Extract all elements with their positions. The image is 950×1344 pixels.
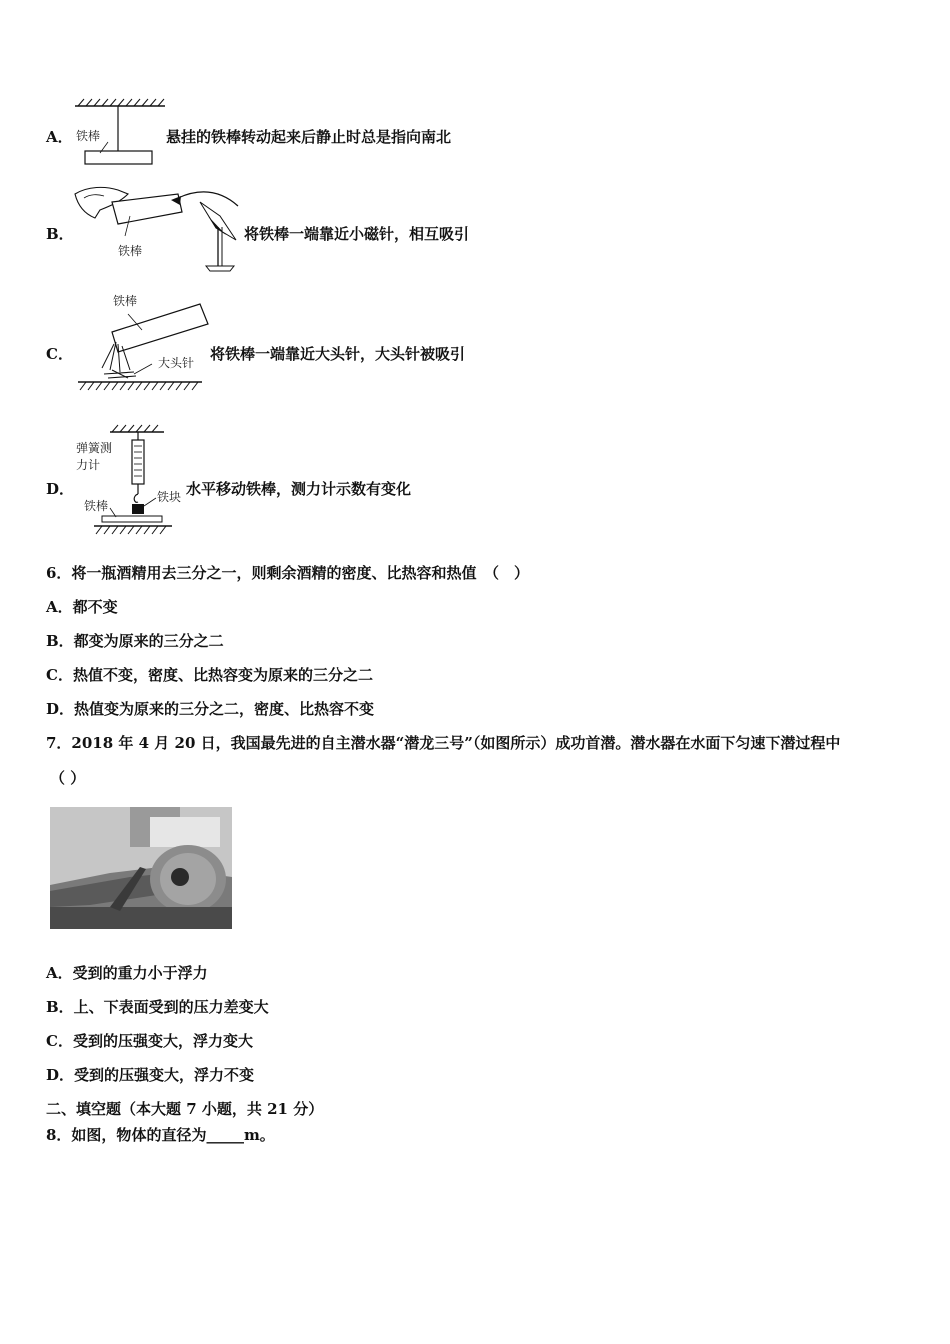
question-8-stem: 8．如图，物体的直径为_____m。 [46, 1126, 275, 1144]
figure-label: 弹簧测 [76, 441, 113, 455]
option-letter: D． [46, 480, 75, 498]
question-6-option-a[interactable]: A．都不变 [46, 598, 118, 616]
figure-bar-near-compass-needle [70, 180, 250, 275]
figure-label: 铁棒 [118, 244, 143, 258]
submersible-photo [50, 807, 232, 929]
figure-label: 铁棒 [76, 129, 101, 143]
option-text: 将铁棒一端靠近大头针，大头针被吸引 [210, 345, 466, 363]
question-7-option-a[interactable]: A．受到的重力小于浮力 [46, 964, 208, 982]
question-7-option-d[interactable]: D．受到的压强变大，浮力不变 [46, 1066, 255, 1084]
question-6-option-c[interactable]: C．热值不变，密度、比热容变为原来的三分之二 [46, 666, 373, 684]
figure-bar-near-pins [72, 292, 212, 396]
option-letter: B． [46, 225, 74, 243]
figure-label: 力计 [76, 458, 101, 472]
question-7-stem-cont: （ ） [50, 769, 86, 787]
question-7-option-b[interactable]: B．上、下表面受到的压力差变大 [46, 998, 269, 1016]
question-6-option-d[interactable]: D．热值变为原来的三分之二，密度、比热容不变 [46, 700, 375, 718]
figure-label: 铁块 [157, 490, 182, 504]
figure-label: 铁棒 [113, 294, 138, 308]
option-letter: A． [46, 128, 73, 146]
section-heading: 二、填空题（本大题 7 小题，共 21 分） [46, 1100, 324, 1118]
question-6-stem: 6．将一瓶酒精用去三分之一，则剩余酒精的密度、比热容和热值 （ ） [46, 564, 529, 582]
question-7-stem: 7．2018 年 4 月 20 日，我国最先进的自主潜水器“潜龙三号”（如图所示）成功首潜。潜水器在水面下匀速下潜过程中 [46, 734, 841, 752]
question-6-option-b[interactable]: B．都变为原来的三分之二 [46, 632, 224, 650]
figure-label: 大头针 [158, 356, 195, 370]
question-7-option-c[interactable]: C．受到的压强变大，浮力变大 [46, 1032, 253, 1050]
option-text: 水平移动铁棒，测力计示数有变化 [186, 480, 412, 498]
option-letter: C． [46, 345, 73, 363]
figure-label: 铁棒 [84, 499, 109, 513]
option-text: 将铁棒一端靠近小磁针，相互吸引 [244, 225, 470, 243]
option-text: 悬挂的铁棒转动起来后静止时总是指向南北 [166, 128, 452, 146]
